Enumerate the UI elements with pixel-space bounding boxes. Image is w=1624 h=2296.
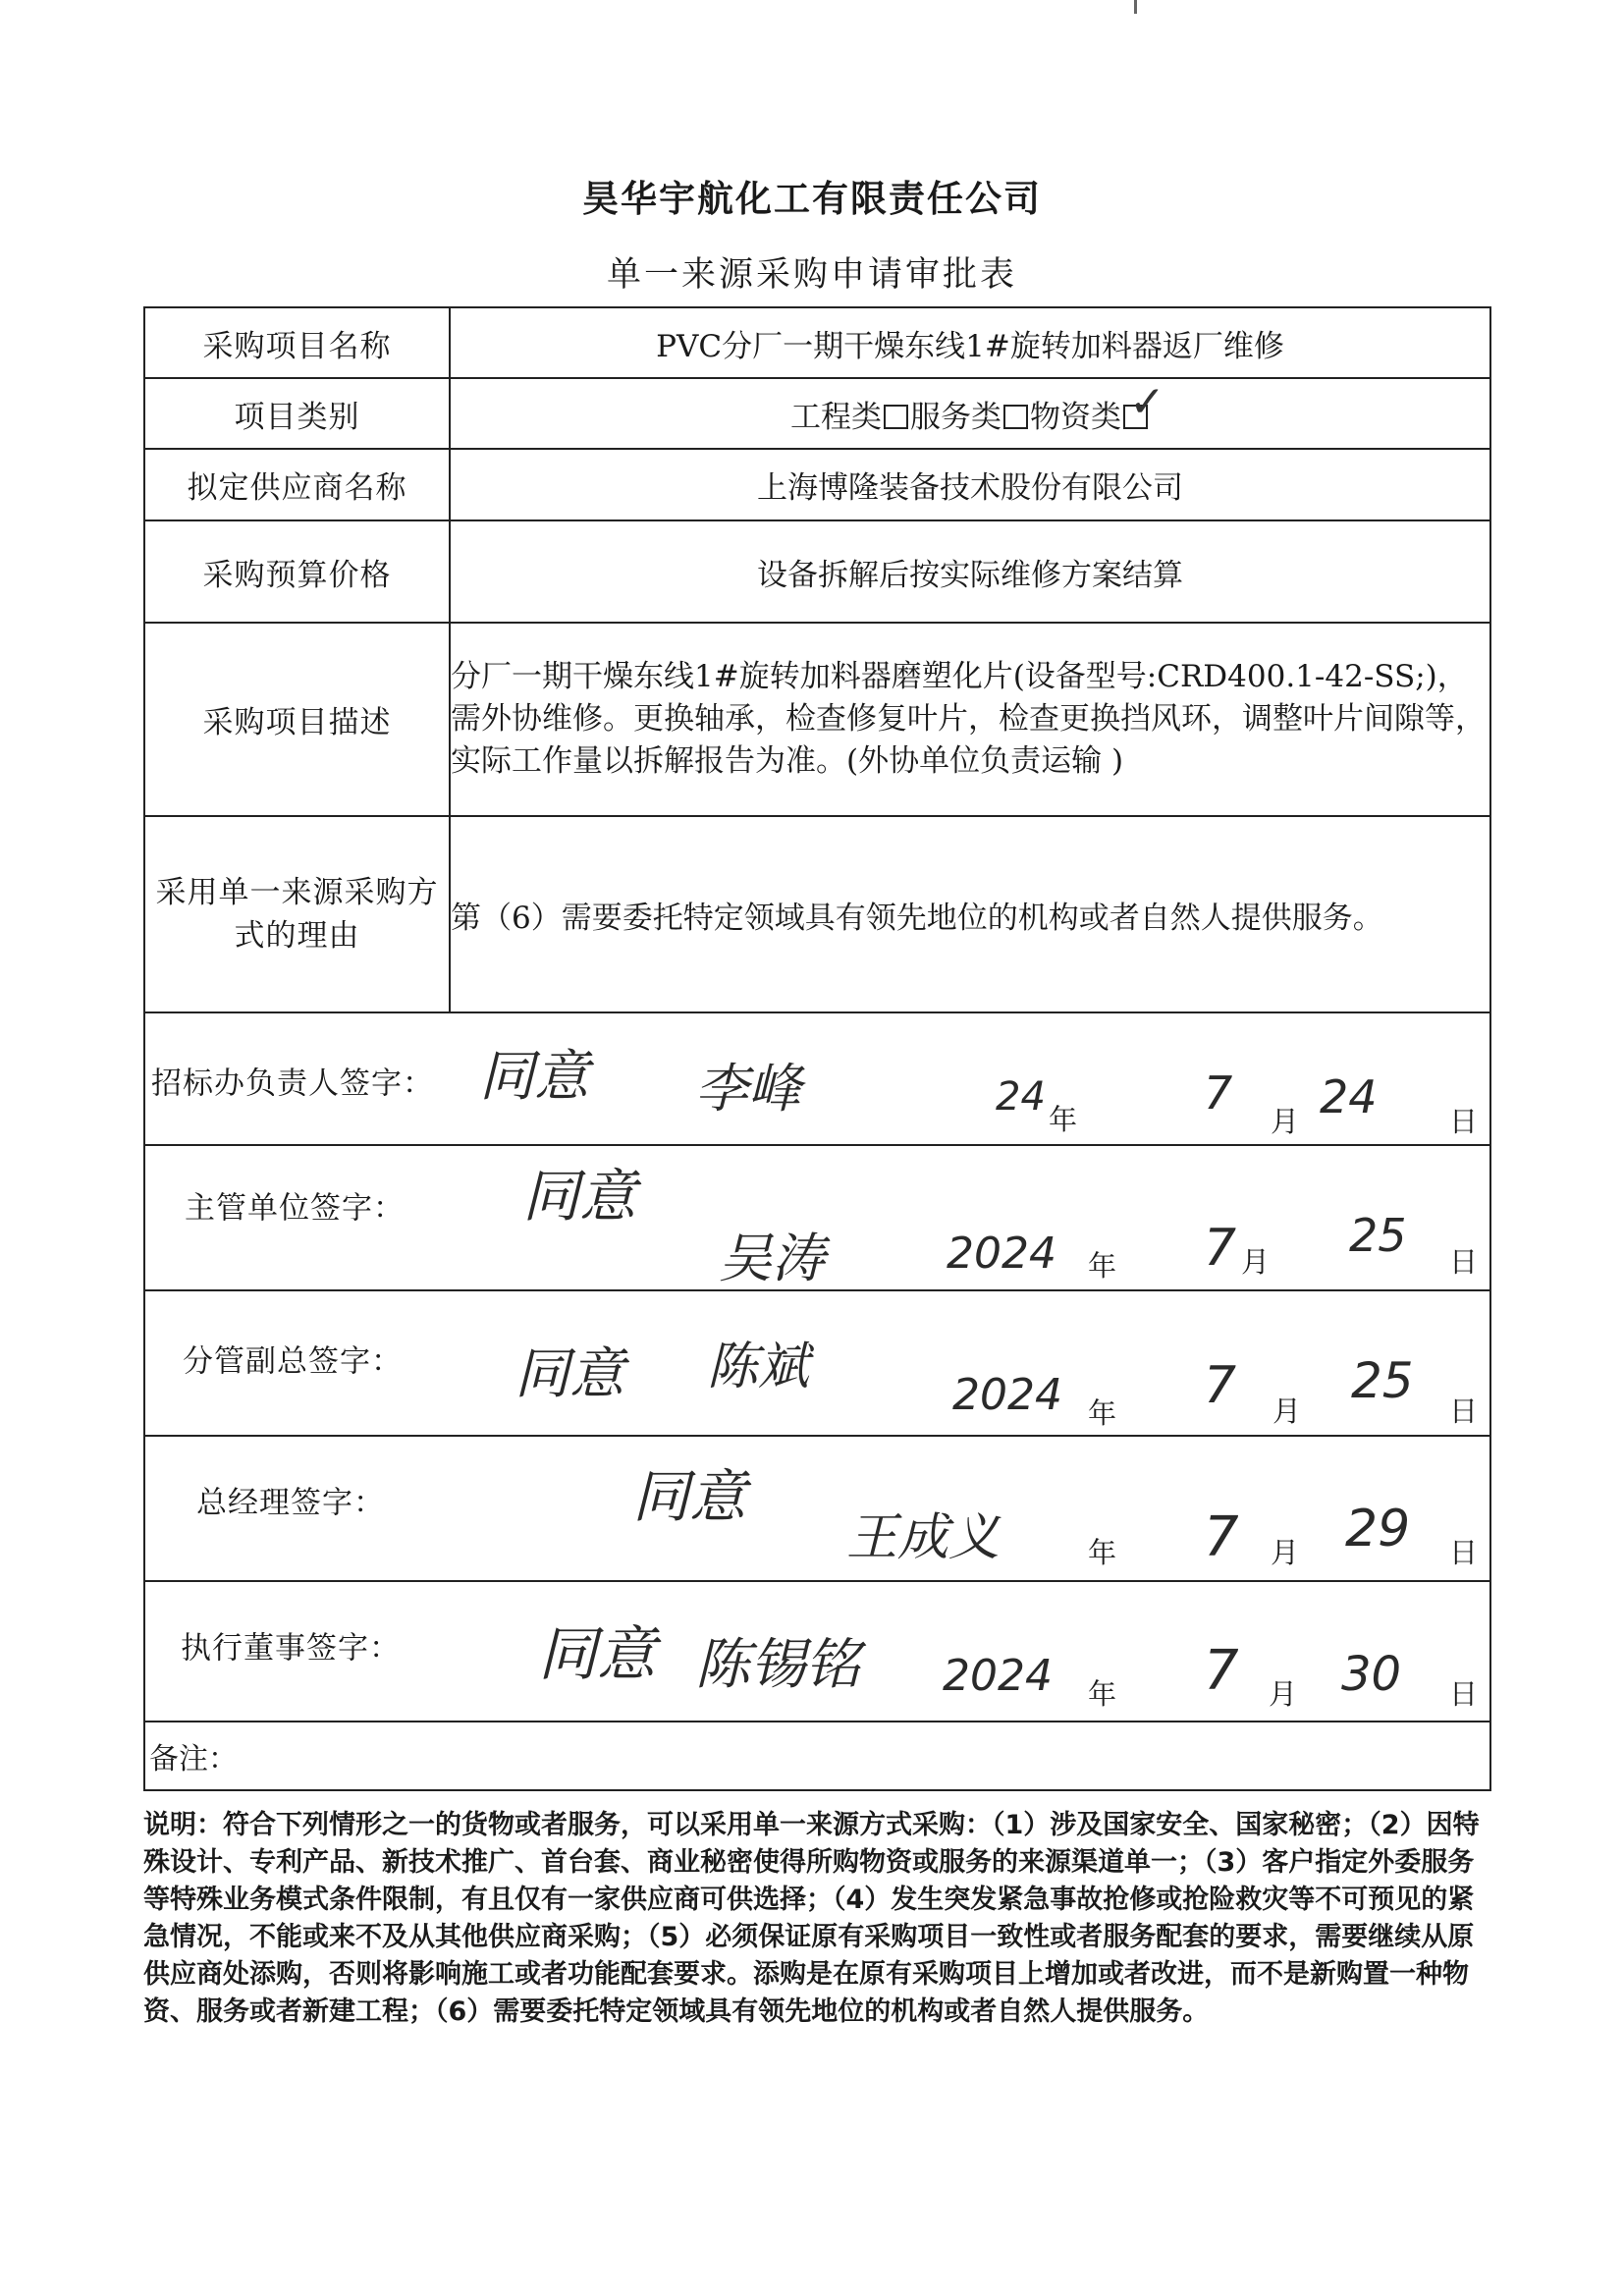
supplier-label: 拟定供应商名称 (144, 449, 450, 520)
row-signature-bidding-office (144, 1012, 1490, 1145)
signature-cell (144, 1145, 1490, 1290)
signature-cell (144, 1012, 1490, 1145)
handwritten-year: 2024 (952, 1370, 1062, 1420)
year-unit: 年 (1049, 1103, 1078, 1136)
handwritten-day: 25 (1351, 1352, 1414, 1409)
approval-form-table (143, 306, 1491, 1791)
signature-label: 总经理签字： (196, 1485, 385, 1521)
category-label: 项目类别 (144, 378, 450, 449)
project-name-label: 采购项目名称 (144, 307, 450, 378)
month-unit: 月 (1269, 1677, 1298, 1711)
checkbox-engineering[interactable] (884, 405, 908, 429)
row-signature-deputy-gm (144, 1290, 1490, 1436)
handwritten-year: 24 (996, 1074, 1046, 1120)
day-unit: 日 (1449, 1105, 1479, 1138)
signature-label: 招标办负责人签字： (151, 1066, 434, 1102)
handwritten-opinion: 同意 (479, 1045, 589, 1109)
category-option-material: 物资类 (1030, 399, 1121, 435)
signature-cell (144, 1290, 1490, 1436)
handwritten-month: 7 (1204, 1505, 1239, 1569)
row-reason (144, 816, 1490, 1012)
handwritten-month: 7 (1204, 1356, 1237, 1415)
handwritten-year: 2024 (943, 1651, 1053, 1701)
checkbox-material[interactable] (1123, 376, 1165, 429)
year-unit: 年 (1088, 1249, 1117, 1283)
handwritten-signature: 陈斌 (707, 1338, 810, 1396)
category-option-service: 服务类 (910, 399, 1001, 435)
handwritten-opinion: 同意 (538, 1620, 656, 1689)
scan-mark (1134, 0, 1137, 14)
signature-label: 主管单位签字： (185, 1190, 405, 1227)
signature-label: 执行董事签字： (181, 1630, 401, 1667)
day-unit: 日 (1449, 1677, 1479, 1711)
row-description (144, 623, 1490, 816)
row-supplier (144, 449, 1490, 520)
handwritten-day: 25 (1349, 1209, 1407, 1262)
day-unit: 日 (1449, 1394, 1479, 1428)
handwritten-month: 7 (1204, 1219, 1237, 1278)
handwritten-signature: 吴涛 (719, 1228, 825, 1289)
row-signature-general-manager (144, 1436, 1490, 1581)
reason-label: 采用单一来源采购方式的理由 (144, 816, 450, 1012)
row-signature-executive-director (144, 1581, 1490, 1722)
budget-value: 设备拆解后按实际维修方案结算 (450, 520, 1490, 623)
handwritten-day: 30 (1341, 1647, 1402, 1702)
day-unit: 日 (1449, 1536, 1479, 1569)
month-unit: 月 (1271, 1105, 1300, 1138)
signature-label: 分管副总签字： (183, 1343, 403, 1380)
handwritten-signature: 李峰 (695, 1058, 801, 1120)
check-mark-icon: ✓ (1129, 376, 1165, 427)
checkbox-service[interactable] (1003, 405, 1028, 429)
month-unit: 月 (1271, 1536, 1300, 1569)
signature-cell (144, 1436, 1490, 1581)
handwritten-opinion: 同意 (632, 1463, 747, 1530)
handwritten-opinion: 同意 (514, 1342, 624, 1406)
signature-cell (144, 1581, 1490, 1722)
row-signature-supervising-unit (144, 1145, 1490, 1290)
category-options (450, 378, 1490, 449)
handwritten-signature: 王成义 (846, 1508, 1001, 1567)
handwritten-month: 7 (1204, 1639, 1239, 1703)
row-budget (144, 520, 1490, 623)
project-name-value: PVC分厂一期干燥东线1#旋转加料器返厂维修 (450, 307, 1490, 378)
row-project-name (144, 307, 1490, 378)
row-remarks (144, 1722, 1490, 1790)
handwritten-signature: 陈锡铭 (695, 1633, 860, 1697)
explanation-note: 说明：符合下列情形之一的货物或者服务，可以采用单一来源方式采购：（1）涉及国家安全、国家秘密；（2）因特殊设计、专利产品、新技术推广、首台套、商业秘密使得所购物资或服务的来源渠道单一；（3）客户指定外委服务等特殊业务模式条件限制，有且仅有一家供应商可供选择；（4）发生突发紧急事故抢修或抢险救灾等不可预见的紧急情况，不能或来不及从其他供应商采购；（5）必须保证原有采购项目一致性或者服务配套的要求，需要继续从原供应商处添购，否则将影响施工或者功能配套要求。添购是在原有采购项目上增加或者改进，而不是新购置一种物资、服务或者新建工程；（6）需要委托特定领域具有领先地位的机构或者自然人提供服务。 (143, 1810, 1480, 2027)
year-unit: 年 (1088, 1396, 1117, 1430)
description-label: 采购项目描述 (144, 623, 450, 816)
reason-value: 第（6）需要委托特定领域具有领先地位的机构或者自然人提供服务。 (450, 816, 1490, 1012)
handwritten-month: 7 (1204, 1066, 1233, 1120)
month-unit: 月 (1272, 1394, 1302, 1428)
day-unit: 日 (1449, 1245, 1479, 1279)
handwritten-year: 2024 (947, 1229, 1056, 1279)
row-category (144, 378, 1490, 449)
remarks-label: 备注： (144, 1722, 1490, 1790)
category-option-engineering: 工程类 (790, 399, 882, 435)
form-title: 单一来源采购申请审批表 (606, 255, 1017, 295)
description-value: 分厂一期干燥东线1#旋转加料器磨塑化片(设备型号:CRD400.1-42-SS;)，需外协维修。更换轴承，检查修复叶片，检查更换挡风环，调整叶片间隙等，实际工作量以拆解报告为准。(外协单位负责运输 ) (450, 623, 1490, 816)
year-unit: 年 (1088, 1536, 1117, 1569)
handwritten-day: 29 (1345, 1500, 1411, 1558)
budget-label: 采购预算价格 (144, 520, 450, 623)
handwritten-opinion: 同意 (522, 1163, 637, 1230)
month-unit: 月 (1241, 1245, 1271, 1279)
year-unit: 年 (1088, 1677, 1117, 1711)
company-name: 昊华宇航化工有限责任公司 (582, 178, 1042, 220)
handwritten-day: 24 (1320, 1070, 1378, 1123)
supplier-value: 上海博隆装备技术股份有限公司 (450, 449, 1490, 520)
